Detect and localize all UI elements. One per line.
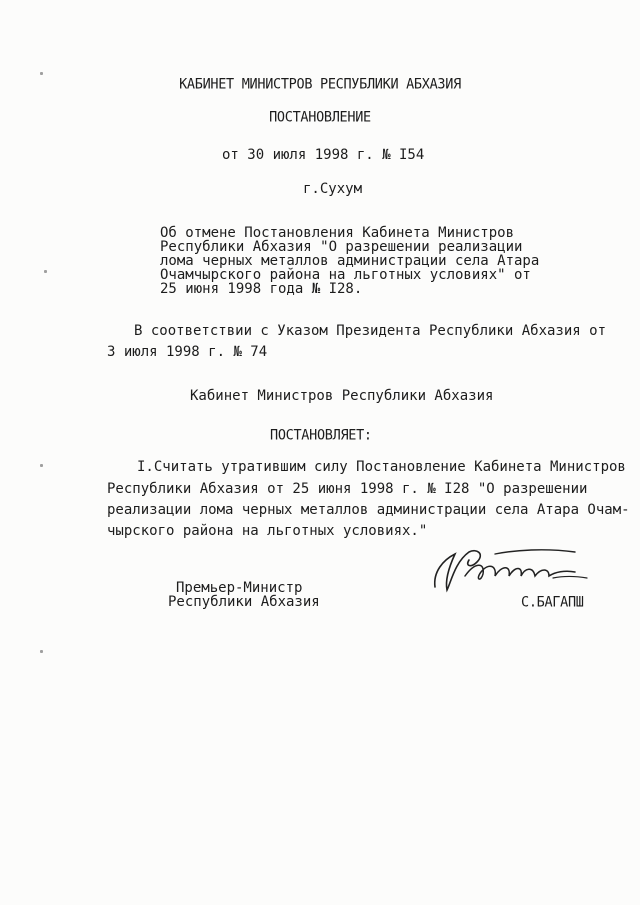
decree-word: ПОСТАНОВЛЯЕТ: xyxy=(270,426,372,444)
issuer: Кабинет Министров Республики Абхазия xyxy=(190,388,494,404)
scan-speck xyxy=(44,270,47,273)
subject-line: Очамчырского района на льготных условиях" от xyxy=(160,267,531,283)
signatory-name: С.БАГАПШ xyxy=(521,593,584,611)
scan-speck xyxy=(40,72,43,75)
scan-speck xyxy=(40,650,43,653)
scan-speck xyxy=(40,464,43,467)
preamble-line: 3 июля 1998 г. № 74 xyxy=(107,344,268,360)
body-line: I.Считать утратившим силу Постановление Кабинета Министров xyxy=(137,459,626,475)
handwritten-signature xyxy=(425,532,595,602)
subject-line: лома черных металлов администрации села Атара xyxy=(160,253,540,269)
signatory-title-line1: Премьер-Министр xyxy=(176,580,303,596)
signatory-title-line2: Республики Абхазия xyxy=(168,594,320,610)
date-and-number: от 30 июля 1998 г. № I54 xyxy=(222,147,425,163)
cabinet-title: КАБИНЕТ МИНИСТРОВ РЕСПУБЛИКИ АБХАЗИЯ xyxy=(179,75,461,93)
document-type: ПОСТАНОВЛЕНИЕ xyxy=(269,108,371,126)
body-line: реализации лома черных металлов администрации села Атара Очам- xyxy=(107,502,630,518)
body-line: чырского района на льготных условиях." xyxy=(107,523,428,539)
subject-line: Республики Абхазия "О разрешении реализации xyxy=(160,239,523,255)
city: г.Сухум xyxy=(303,181,363,197)
subject-line: 25 июня 1998 года № I28. xyxy=(160,281,363,297)
subject-line: Об отмене Постановления Кабинета Министров xyxy=(160,225,515,241)
body-line: Республики Абхазия от 25 июня 1998 г. № I28 "О разрешении xyxy=(107,481,588,497)
preamble-line: В соответствии с Указом Президента Республики Абхазия от xyxy=(134,323,607,339)
